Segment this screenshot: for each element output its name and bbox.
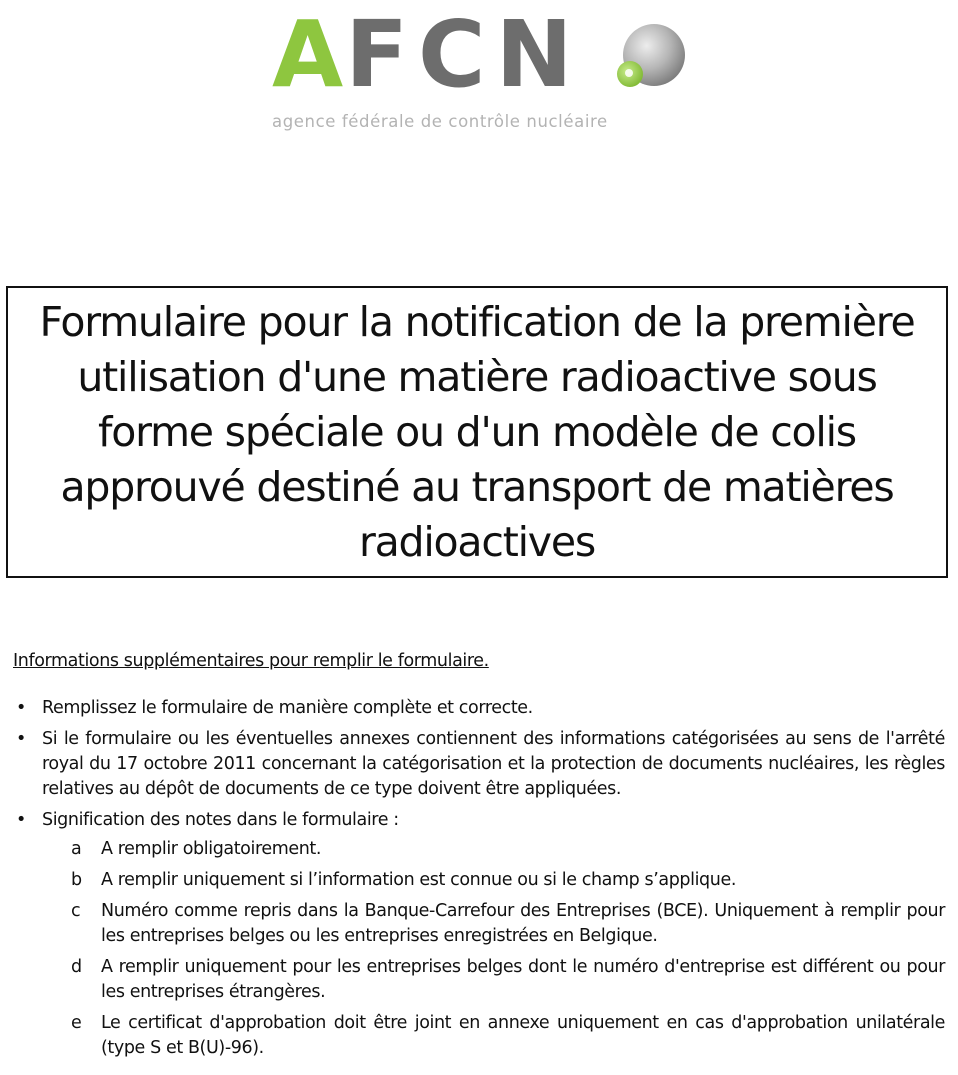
note-item-d <box>71 955 945 1005</box>
info-heading: Informations supplémentaires pour remplir le formulaire. <box>13 651 489 671</box>
note-text: Numéro comme repris dans la Banque-Carrefour des Entreprises (BCE). Uniquement à remplir pour les entreprises belges ou les entreprises enregistrées en Belgique. <box>101 901 945 946</box>
title-box <box>6 286 948 578</box>
note-text: A remplir uniquement pour les entreprises belges dont le numéro d'entreprise est différent ou pour les entreprises étrangères. <box>101 957 945 1002</box>
note-text: A remplir uniquement si l’information est connue ou si le champ s’applique. <box>101 870 736 890</box>
note-letter: b <box>71 870 82 890</box>
logo-letter-a: A <box>272 1 346 108</box>
notes-list <box>42 837 945 1061</box>
bullet-text: Si le formulaire ou les éventuelles annexes contiennent des informations catégorisées au sens de l'arrêté royal du 17 octobre 2011 concernant la catégorisation et la protection de documents nucléaires, les règles relatives au dépôt de documents de ce type doivent être appliquées. <box>42 729 945 799</box>
note-item-a <box>71 837 945 862</box>
bullet-text: Signification des notes dans le formulaire : <box>42 810 399 830</box>
logo-letters-fcn: FCN <box>345 1 583 108</box>
instruction-list <box>13 696 945 1061</box>
bullet-text: Remplissez le formulaire de manière complète et correcte. <box>42 698 533 718</box>
bullet-item <box>13 808 945 1061</box>
note-letter: d <box>71 957 82 977</box>
form-title: Formulaire pour la notification de la première utilisation d'une matière radioactive sous forme spéciale ou d'un modèle de colis approuvé destiné au transport de matières radioactives <box>39 297 915 566</box>
bullet-icon: • <box>16 810 26 830</box>
info-section <box>13 648 945 1067</box>
afcn-logo <box>268 1 698 138</box>
bullet-item <box>13 727 945 802</box>
note-item-e <box>71 1011 945 1061</box>
logo-sphere-icon <box>616 22 686 92</box>
note-text: Le certificat d'approbation doit être joint en annexe uniquement en cas d'approbation unilatérale (type S et B(U)-96). <box>101 1013 945 1058</box>
note-letter: c <box>71 901 81 921</box>
note-item-c <box>71 899 945 949</box>
note-letter: e <box>71 1013 82 1033</box>
note-item-b <box>71 868 945 893</box>
logo-tagline: agence fédérale de contrôle nucléaire <box>272 112 608 131</box>
note-text: A remplir obligatoirement. <box>101 839 322 859</box>
bullet-icon: • <box>16 698 26 718</box>
logo-wordmark <box>272 1 583 108</box>
note-letter: a <box>71 839 82 859</box>
bullet-item <box>13 696 945 721</box>
bullet-icon: • <box>16 729 26 749</box>
